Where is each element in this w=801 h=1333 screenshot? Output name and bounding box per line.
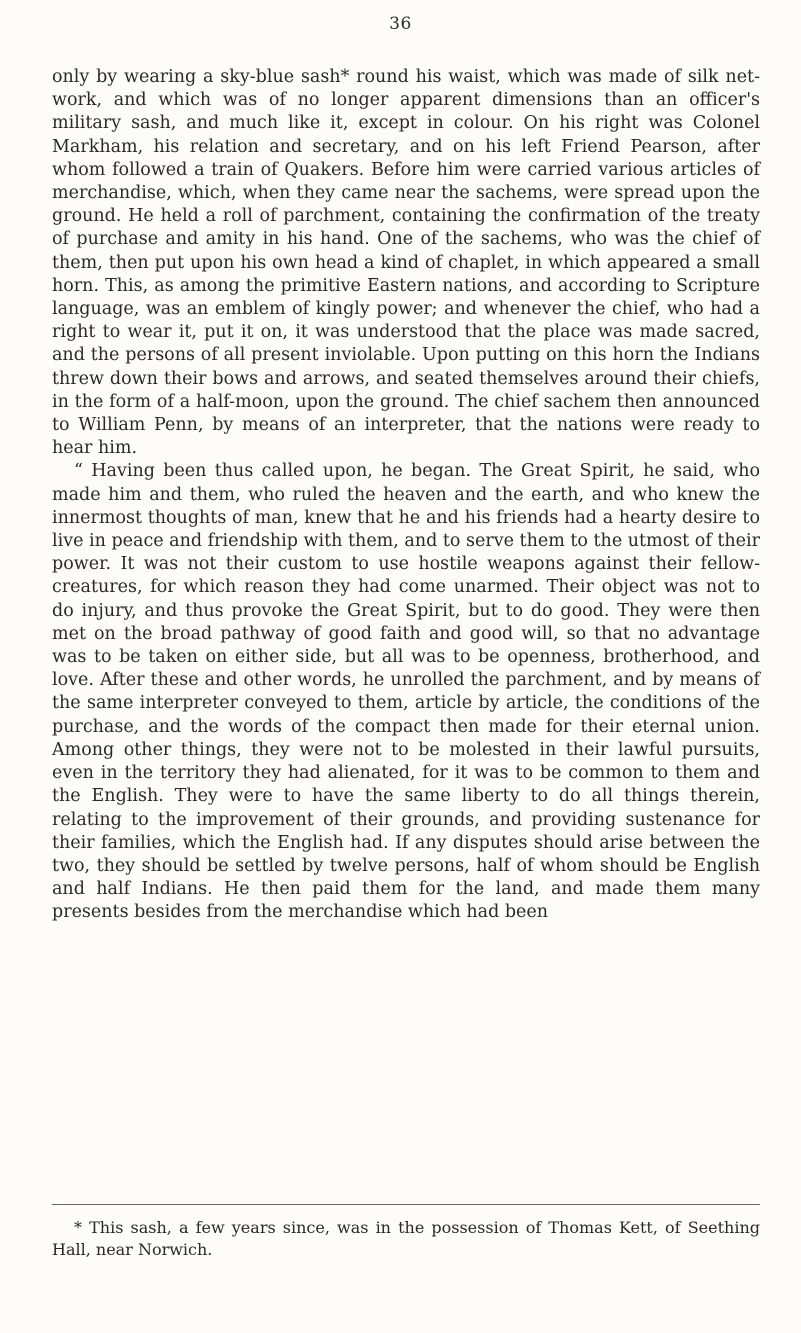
- footnote: * This sash, a few years since, was in the possession of Thomas Kett, of Seething Hall, near Norwich.: [52, 1218, 760, 1259]
- paragraph: “ Having been thus called upon, he began. The Great Spirit, he said, who made him and them, who ruled the heaven and the earth, and who knew the innermost thoughts of man, knew that he and his friends had a hearty desire to live in peace and friendship with them, and to serve them to the utmost of their power. It was not their custom to use hostile weapons against their fellow-creatures, for which reason they had come unarmed. Their object was not to do injury, and thus provoke the Great Spirit, but to do good. They were then met on the broad pathway of good faith and good will, so that no advantage was to be taken on either side, but all was to be openness, brotherhood, and love. After these and other words, he unrolled the parchment, and by means of the same interpreter conveyed to them, article by article, the conditions of the purchase, and the words of the compact then made for their eternal union. Among other things, they were not to be molested in their lawful pursuits, even in the territory they had alienated, for it was to be common to them and the English. They were to have the same liberty to do all things therein, relating to the improvement of their grounds, and providing sustenance for their families, which the English had. If any disputes should arise between the two, they should be settled by twelve persons, half of whom should be English and half Indians. He then paid them for the land, and made them many presents besides from the merchandise which had been: [52, 461, 760, 923]
- footnote-divider: [52, 1204, 760, 1205]
- page-number: 36: [389, 14, 412, 34]
- paragraph: only by wearing a sky-blue sash* round his waist, which was made of silk net-work, and which was of no longer apparent dimensions than an officer's military sash, and much like it, except in colour. On his right was Colonel Markham, his relation and secretary, and on his left Friend Pearson, after whom followed a train of Quakers. Before him were carried various articles of merchandise, which, when they came near the sachems, were spread upon the ground. He held a roll of parchment, containing the confirmation of the treaty of purchase and amity in his hand. One of the sachems, who was the chief of them, then put upon his own head a kind of chaplet, in which appeared a small horn. This, as among the primitive Eastern nations, and according to Scripture language, was an emblem of kingly power; and whenever the chief, who had a right to wear it, put it on, it was understood that the place was made sacred, and the persons of all present inviolable. Upon putting on this horn the Indians threw down their bows and arrows, and seated themselves around their chiefs, in the form of a half-moon, upon the ground. The chief sachem then announced to William Penn, by means of an interpreter, that the nations were ready to hear him.: [52, 67, 760, 459]
- body-text: [52, 66, 760, 925]
